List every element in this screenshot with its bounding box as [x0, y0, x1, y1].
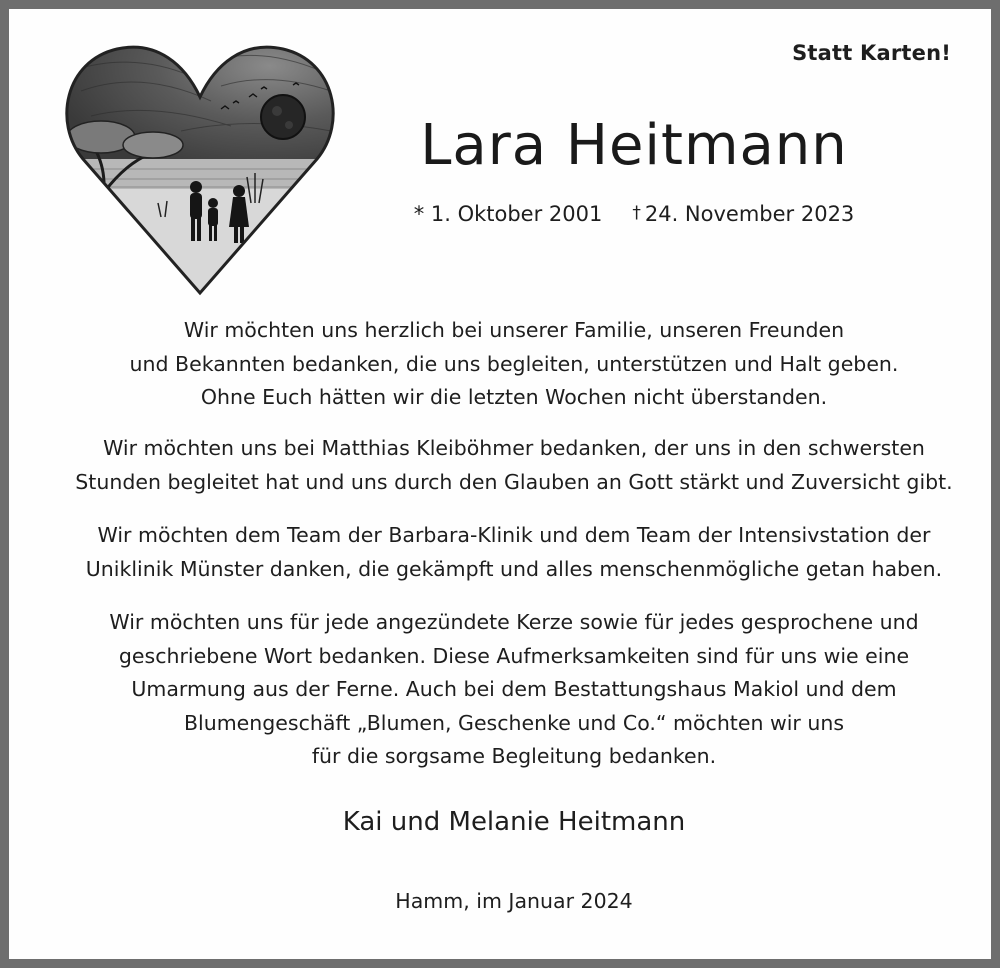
thanks-paragraph-condolences [39, 606, 989, 774]
death-symbol: † [632, 203, 641, 223]
paragraph-line: Ohne Euch hätten wir die letzten Wochen nicht überstanden. [200, 385, 828, 409]
paragraph-line: Wir möchten dem Team der Barbara-Klinik und dem Team der Intensivstation der [97, 523, 931, 547]
thanks-paragraph-clinic [39, 519, 989, 586]
thanks-paragraph-family [39, 314, 989, 415]
paragraph-line: und Bekannten bedanken, die uns begleiten, unterstützen und Halt geben. [129, 351, 899, 376]
signature: Kai und Melanie Heitmann [342, 807, 686, 837]
paragraph-line: für die sorgsame Begleitung bedanken. [311, 744, 717, 768]
paragraph-line: Umarmung aus der Ferne. Auch bei dem Bestattungshaus Makiol und dem [131, 677, 897, 701]
heart-landscape-illustration [61, 31, 339, 301]
paragraph-line: Wir möchten uns herzlich bei unserer Familie, unseren Freunden [183, 318, 845, 342]
paragraph-line: geschriebene Wort bedanken. Diese Aufmerksamkeiten sind für uns wie eine [118, 643, 910, 668]
paragraph-line: Uniklinik Münster danken, die gekämpft und alles menschenmögliche getan haben. [85, 556, 943, 581]
paragraph-line: Blumengeschäft „Blumen, Geschenke und Co.“ möchten wir uns [183, 710, 845, 735]
thanks-paragraph-pastor [39, 432, 989, 499]
paragraph-line: Wir möchten uns für jede angezündete Kerze sowie für jedes gesprochene und [109, 610, 919, 634]
deceased-name: Lara Heitmann [420, 113, 848, 178]
birth-date: * 1. Oktober 2001 [413, 202, 603, 226]
paragraph-line: Stunden begleitet hat und uns durch den Glauben an Gott stärkt und Zuversicht gibt. [75, 469, 953, 494]
place-date: Hamm, im Januar 2024 [395, 889, 633, 913]
death-date: 24. November 2023 [644, 202, 855, 226]
statt-karten-note: Statt Karten! [792, 41, 951, 65]
paragraph-line: Wir möchten uns bei Matthias Kleiböhmer bedanken, der uns in den schwersten [103, 436, 925, 460]
life-dates [339, 202, 929, 226]
